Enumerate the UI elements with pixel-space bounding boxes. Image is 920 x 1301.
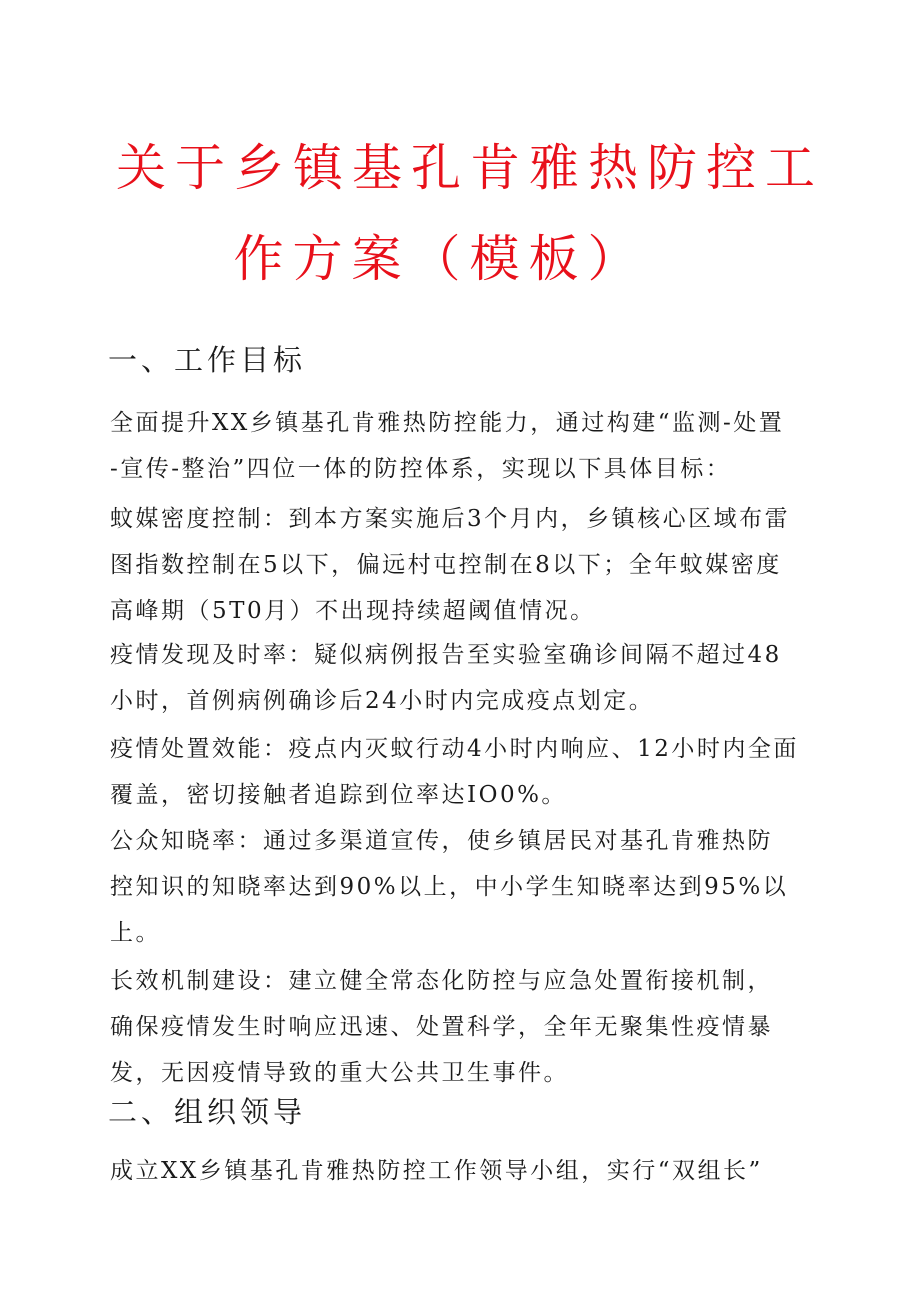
section-intro-organization: 成立XX乡镇基孔肯雅热防控工作领导小组，实行“双组长” <box>110 1158 763 1184</box>
section-heading-organization: 二、组织领导 <box>108 1095 307 1129</box>
goal-paragraph-mosquito-density: 蚊媒密度控制：到本方案实施后3个月内，乡镇核心区域布雷 图指数控制在5以下，偏远村屯控制在8以下；全年蚊媒密度 高峰期（5T0月）不出现持续超阈值情况。 <box>110 506 791 624</box>
goal-paragraph-public-awareness: 公众知晓率：通过多渠道宣传，使乡镇居民对基孔肯雅热防 控知识的知晓率达到90%以上，中小学生知晓率达到95%以 上。 <box>110 828 789 946</box>
goal-paragraph-long-term-mechanism: 长效机制建设：建立健全常态化防控与应急处置衔接机制， 确保疫情发生时响应迅速、处置科学，全年无聚集性疫情暴 发，无因疫情导致的重大公共卫生事件。 <box>110 968 773 1086</box>
section-heading-goals: 一、工作目标 <box>108 343 307 377</box>
goal-paragraph-detection-timeliness: 疫情发现及时率：疑似病例报告至实验室确诊间隔不超过48 小时，首例病例确诊后24小时内完成疫点划定。 <box>110 642 782 714</box>
document-title-line-2: 作方案（模板） <box>233 230 647 288</box>
document-title-line-1: 关于乡镇基孔肯雅热防控工 <box>116 139 824 197</box>
goal-paragraph-response-efficiency: 疫情处置效能：疫点内灭蚊行动4小时内响应、12小时内全面 覆盖，密切接触者追踪到位率达IO0%。 <box>110 736 799 808</box>
section-intro-goals: 全面提升XX乡镇基孔肯雅热防控能力，通过构建“监测-处置 -宣传-整治”四位一体的防控体系，实现以下具体目标： <box>110 410 785 482</box>
